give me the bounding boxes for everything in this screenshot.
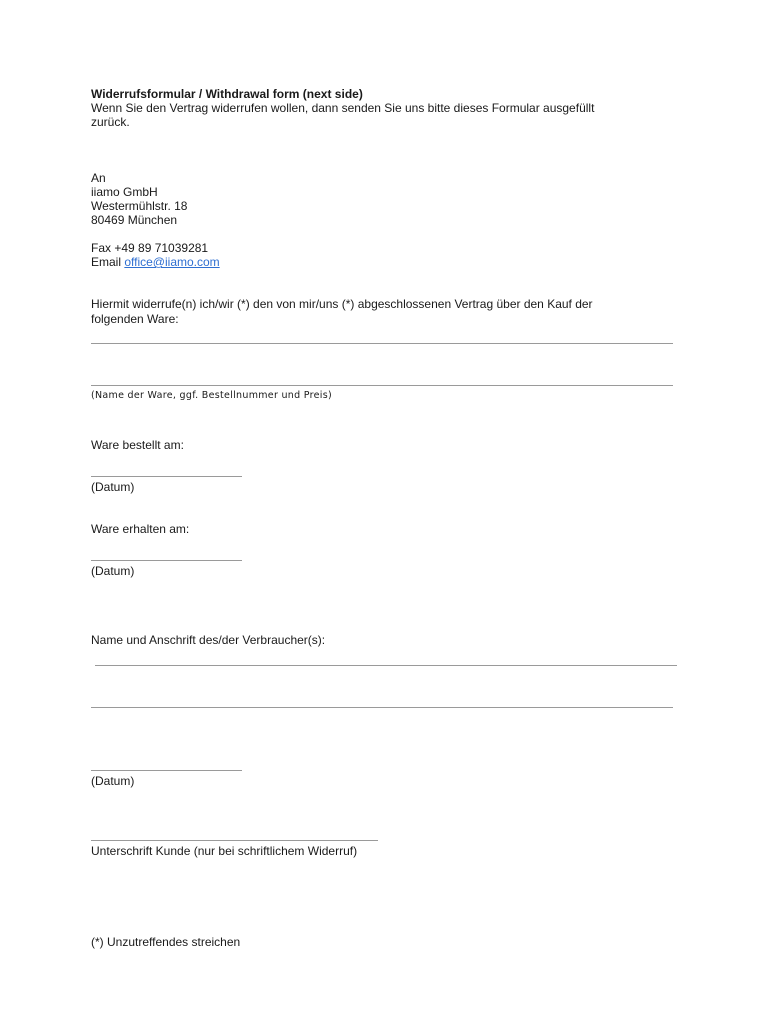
recipient-email-row [91,255,220,269]
consumer-line-2[interactable] [91,707,673,708]
recipient-street: Westermühlstr. 18 [91,199,188,213]
received-label: Ware erhalten am: [91,522,190,536]
intro-line-1: Wenn Sie den Vertrag widerrufen wollen, dann senden Sie uns bitte dieses Formular ausgefüllt [91,101,595,115]
goods-line-1[interactable] [91,343,673,344]
declaration-line-1: Hiermit widerrufe(n) ich/wir (*) den von mir/uns (*) abgeschlossenen Vertrag über den Kauf der [91,297,593,311]
intro-line-2: zurück. [91,115,130,129]
goods-note: (Name der Ware, ggf. Bestellnummer und Preis) [91,390,332,401]
recipient-an: An [91,171,106,185]
goods-line-2[interactable] [91,385,673,386]
ordered-label: Ware bestellt am: [91,438,184,452]
consumer-date-note: (Datum) [91,774,135,788]
consumer-date-line[interactable] [91,770,242,771]
ordered-date-note: (Datum) [91,480,135,494]
received-date-line[interactable] [91,560,242,561]
signature-line[interactable] [91,840,378,841]
email-label: Email [91,255,125,269]
email-link[interactable]: office@iiamo.com [124,255,220,269]
footnote: (*) Unzutreffendes streichen [91,935,241,949]
ordered-date-line[interactable] [91,476,242,477]
recipient-fax: Fax +49 89 71039281 [91,241,209,255]
recipient-city: 80469 München [91,213,178,227]
signature-label: Unterschrift Kunde (nur bei schriftlichem Widerruf) [91,844,358,858]
form-title: Widerrufsformular / Withdrawal form (next side) [91,87,363,101]
declaration-line-2: folgenden Ware: [91,312,179,326]
consumer-line-1[interactable] [95,665,677,666]
received-date-note: (Datum) [91,564,135,578]
recipient-company: iiamo GmbH [91,185,158,199]
consumer-label: Name und Anschrift des/der Verbraucher(s): [91,633,326,647]
